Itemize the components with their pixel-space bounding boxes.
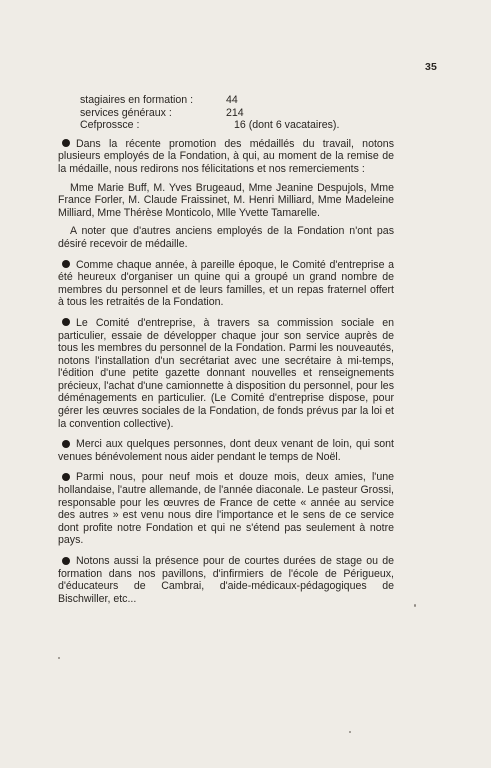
stat-label: services généraux : [80, 106, 172, 119]
paragraph-merci [58, 438, 394, 463]
bullet-dot-icon [62, 473, 70, 481]
stat-row [80, 107, 394, 120]
staff-stats [80, 94, 394, 132]
paper-speck [349, 731, 351, 733]
stat-value: 44 [226, 94, 238, 106]
paper-speck [58, 657, 60, 659]
paper-speck [414, 604, 416, 607]
paragraph-text: Notons aussi la présence pour de courtes durées de stage ou de formation dans nos pavillons, d'infirmiers de l'école de Périgueux, d'éducateurs de Cambrai, d'aide-médicaux-pédagogiques de Bischwiller, etc... [58, 555, 394, 605]
paragraph-text: Le Comité d'entreprise, à travers sa commission sociale en particulier, essaie de développer chaque jour son service auprès de tous les membres du personnel de la Fondation. Parmi les nouveautés, notons l'installation d'un secrétariat avec une secrétaire à mi-temps, l'édition d'une petite gazette donnant nouvelles et renseignements précieux, l'achat d'une camionnette à disposition du personnel, pour les déménagements en particulier. (Le Comité d'entreprise dispose, pour gérer les œuvres sociales de la Fondation, de fonds prévus par la loi et la convention collective). [58, 316, 394, 430]
medal-recipients: Mme Marie Buff, M. Yves Brugeaud, Mme Jeanine Despujols, Mme France Forler, M. Claude Fraissinet, M. Henri Milliard, Mme Madeleine Milliard, Mme Thérèse Monticolo, Mlle Yvette Tamarelle. [58, 181, 394, 219]
bullet-dot-icon [62, 139, 70, 147]
paragraph-comite [58, 317, 394, 430]
paragraph-diaconale [58, 471, 394, 547]
page-body [58, 94, 394, 611]
page-number: 35 [425, 61, 438, 73]
stat-value: 16 (dont 6 vacataires). [234, 119, 340, 132]
stat-value: 214 [226, 106, 244, 119]
stat-label: Cefprossce : [80, 119, 140, 132]
stat-label: stagiaires en formation : [80, 94, 194, 106]
paragraph-text: Parmi nous, pour neuf mois et douze mois, deux amies, l'une hollandaise, l'autre allemande, de l'année diaconale. Le pasteur Grossi, responsable pour les œuvres de France de cette « année au service des autres » est venu nous dire l'importance et le sens de ce service dont profite notre Fondation et qui ne s'étend pas seulement à notre pays. [58, 471, 394, 547]
stat-row [80, 119, 394, 132]
paragraph-text: Merci aux quelques personnes, dont deux venant de loin, qui sont venues bénévolement nous aider pendant le temps de Noël. [58, 438, 394, 463]
bullet-dot-icon [62, 260, 70, 268]
paragraph-text: Comme chaque année, à pareille époque, le Comité d'entreprise a été heureux d'organiser un quine qui a groupé un grand nombre de membres du personnel et de leurs familles, et un repas fraternel offert à tous les retraités de la Fondation. [58, 258, 394, 309]
paragraph-medals [58, 138, 394, 176]
paragraph-stages [58, 555, 394, 605]
paragraph-text: Dans la récente promotion des médaillés du travail, notons plusieurs employés de la Fondation, à qui, au moment de la remise de la médaille, nous redirons nos félicitations et nos remerciements : [58, 137, 394, 175]
paragraph-quine [58, 259, 394, 309]
bullet-dot-icon [62, 318, 70, 326]
bullet-dot-icon [62, 440, 70, 448]
bullet-dot-icon [62, 557, 70, 565]
stat-row [80, 94, 394, 107]
paragraph-note: A noter que d'autres anciens employés de la Fondation n'ont pas désiré recevoir de médaille. [58, 225, 394, 250]
